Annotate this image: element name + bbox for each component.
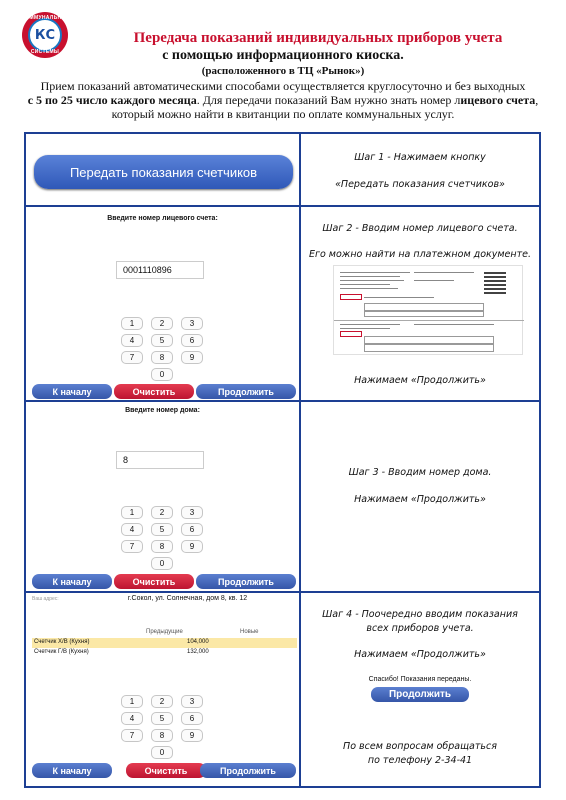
key-3[interactable]: 3 (181, 506, 203, 519)
step-1-text-2: «Передать показания счетчиков» (335, 179, 505, 190)
key-6[interactable]: 6 (181, 523, 203, 536)
step-2-text: Шаг 2 - Вводим номер лицевого счета. (322, 223, 518, 234)
house-number-field[interactable]: 8 (116, 451, 204, 469)
contact-phone: по телефону 2-34-41 (367, 755, 473, 766)
step-3-text-2: Нажимаем «Продолжить» (354, 494, 486, 505)
key-8[interactable]: 8 (151, 729, 173, 742)
contact-text: По всем вопросам обращаться (343, 741, 497, 752)
meter-row[interactable] (32, 648, 297, 658)
step-2-screen (26, 207, 301, 400)
continue-button[interactable]: Продолжить (196, 384, 296, 399)
logo-text-top: КОММУНАЛЬНЫЕ (22, 15, 71, 21)
intro-bold-account: ицевого счета (460, 93, 536, 107)
key-5[interactable]: 5 (151, 712, 173, 725)
logo-letters: КС (28, 18, 62, 52)
key-1[interactable]: 1 (121, 695, 143, 708)
key-2[interactable]: 2 (151, 317, 173, 330)
clear-button[interactable]: Очистить (114, 574, 194, 589)
key-7[interactable]: 7 (121, 540, 143, 553)
thanks-message: Спасибо! Показания переданы. (368, 676, 472, 683)
clear-button[interactable]: Очистить (114, 384, 194, 399)
key-8[interactable]: 8 (151, 540, 173, 553)
key-6[interactable]: 6 (181, 712, 203, 725)
key-9[interactable]: 9 (181, 540, 203, 553)
key-7[interactable]: 7 (121, 351, 143, 364)
meter-prev: 132,000 (187, 649, 209, 655)
step-3-description (301, 402, 539, 591)
key-3[interactable]: 3 (181, 317, 203, 330)
meter-name: Счетчик Х/В (Кухня) (34, 639, 90, 645)
step-4-text-2: всех приборов учета. (366, 623, 474, 634)
step-4-text: Шаг 4 - Поочередно вводим показания (322, 609, 518, 620)
key-4[interactable]: 4 (121, 334, 143, 347)
continue-button[interactable]: Продолжить (200, 763, 296, 778)
key-4[interactable]: 4 (121, 523, 143, 536)
step-1-text: Шаг 1 - Нажимаем кнопку (354, 152, 486, 163)
clear-button[interactable]: Очистить (126, 763, 206, 778)
step-2-text-3: Нажимаем «Продолжить» (354, 375, 486, 386)
step-2-row (26, 207, 539, 402)
step-1-description (301, 134, 539, 205)
intro-line-1: Прием показаний автоматическими способами осуществляется круглосуточно и без выходных (40, 79, 526, 93)
page-subtitle: с помощью информационного киоска. (162, 48, 404, 63)
continue-button[interactable]: Продолжить (196, 574, 296, 589)
address-label: Ваш адрес: (32, 596, 59, 602)
step-3-row (26, 402, 539, 593)
logo-text-bottom: СИСТЕМЫ (30, 49, 60, 55)
key-1[interactable]: 1 (121, 317, 143, 330)
key-5[interactable]: 5 (151, 523, 173, 536)
step-4-screen (26, 593, 301, 786)
intro-line-2: с 5 по 25 число каждого месяца. Для передачи показаний Вам нужно знать номер лицевого счета, (27, 93, 539, 107)
meter-prev: 104,000 (187, 639, 209, 645)
home-button[interactable]: К началу (32, 384, 112, 399)
home-button[interactable]: К началу (32, 574, 112, 589)
key-3[interactable]: 3 (181, 695, 203, 708)
key-9[interactable]: 9 (181, 351, 203, 364)
step-2-text-2: Его можно найти на платежном документе. (308, 249, 531, 260)
step-4-row (26, 593, 539, 786)
intro-line-3: который можно найти в квитанции по оплате коммунальных услуг. (111, 107, 455, 121)
account-number-field[interactable]: 0001110896 (116, 261, 204, 279)
step-4-text-3: Нажимаем «Продолжить» (354, 649, 486, 660)
step-3-text: Шаг 3 - Вводим номер дома. (348, 467, 492, 478)
key-2[interactable]: 2 (151, 506, 173, 519)
account-prompt: Введите номер лицевого счета: (107, 215, 218, 222)
submit-readings-button[interactable]: Передать показания счетчиков (34, 155, 293, 189)
continue-final-button[interactable]: Продолжить (371, 687, 469, 702)
key-0[interactable]: 0 (151, 746, 173, 759)
step-3-screen (26, 402, 301, 591)
key-7[interactable]: 7 (121, 729, 143, 742)
step-1-row (26, 134, 539, 207)
receipt-sample-image (333, 265, 523, 355)
page-subtitle-location: (расположенного в ТЦ «Рынок») (201, 65, 365, 77)
key-0[interactable]: 0 (151, 557, 173, 570)
meter-name: Счетчик Г/В (Кухня) (34, 649, 89, 655)
key-0[interactable]: 0 (151, 368, 173, 381)
intro-paragraph (8, 79, 558, 121)
step-2-description (301, 207, 539, 400)
column-new: Новые (240, 629, 259, 635)
home-button[interactable]: К началу (32, 763, 112, 778)
intro-bold-dates: с 5 по 25 число каждого месяца (27, 93, 197, 107)
house-prompt: Введите номер дома: (125, 407, 200, 414)
key-9[interactable]: 9 (181, 729, 203, 742)
column-previous: Предыдущие (146, 629, 183, 635)
key-1[interactable]: 1 (121, 506, 143, 519)
key-5[interactable]: 5 (151, 334, 173, 347)
qr-code-icon (484, 272, 506, 294)
step-4-description (301, 593, 539, 786)
address-value: г.Сокол, ул. Солнечная, дом 8, кв. 12 (127, 595, 248, 602)
meter-row[interactable] (32, 638, 297, 648)
key-6[interactable]: 6 (181, 334, 203, 347)
key-4[interactable]: 4 (121, 712, 143, 725)
instructions-table (24, 132, 541, 788)
step-1-screen (26, 134, 301, 205)
key-8[interactable]: 8 (151, 351, 173, 364)
page-title: Передача показаний индивидуальных приборов учета (133, 30, 503, 46)
key-2[interactable]: 2 (151, 695, 173, 708)
